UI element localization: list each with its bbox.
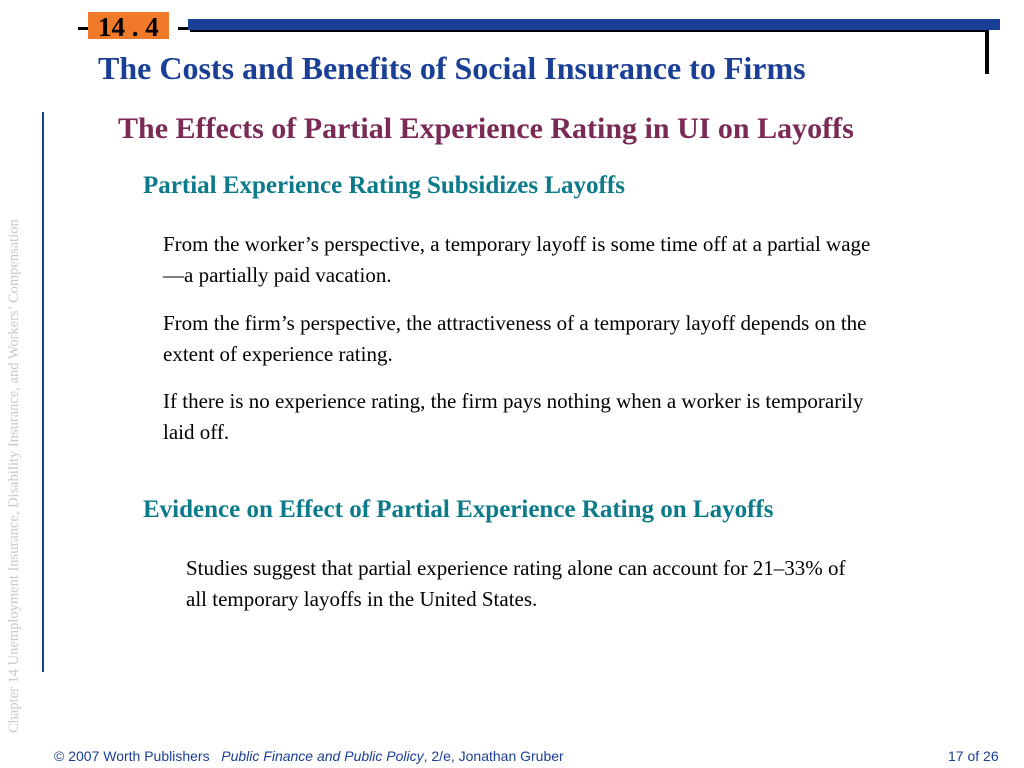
body-paragraph: From the firm’s perspective, the attractiveness of a temporary layoff depends on the extent of experience rating. [163,311,867,366]
slide-title: The Costs and Benefits of Social Insurance to Firms [98,50,806,86]
sidebar-rule [42,112,44,672]
section-number-badge: 14 . 4 [88,12,169,39]
slide-subtitle: The Effects of Partial Experience Rating in UI on Layoffs [118,112,854,145]
body-paragraph: Studies suggest that partial experience rating alone can account for 21–33% of all temporary layoffs in the United States. [186,556,846,611]
top-mid-rule [178,27,188,30]
footer-copyright: © 2007 Worth Publishers [54,748,210,764]
section-heading: Partial Experience Rating Subsidizes Layoffs [143,172,625,199]
header-blue-bar [188,19,1000,30]
body-paragraph: If there is no experience rating, the firm pays nothing when a worker is temporarily laid off. [163,389,864,444]
header-corner-rule [985,32,989,74]
page-number: 17 of 26 [948,748,999,764]
header-rule [190,30,989,32]
chapter-sidebar-label: Chapter 14 Unemployment Insurance, Disability Insurance, and Workers’ Compensation [6,219,22,733]
footer-edition-author: , 2/e, Jonathan Gruber [423,748,564,764]
footer-credit [54,748,564,764]
footer-book-title: Public Finance and Public Policy [221,748,424,764]
section-heading: Evidence on Effect of Partial Experience Rating on Layoffs [143,496,774,523]
body-paragraph: From the worker’s perspective, a temporary layoff is some time off at a partial wage—a partially paid vacation. [163,232,871,287]
